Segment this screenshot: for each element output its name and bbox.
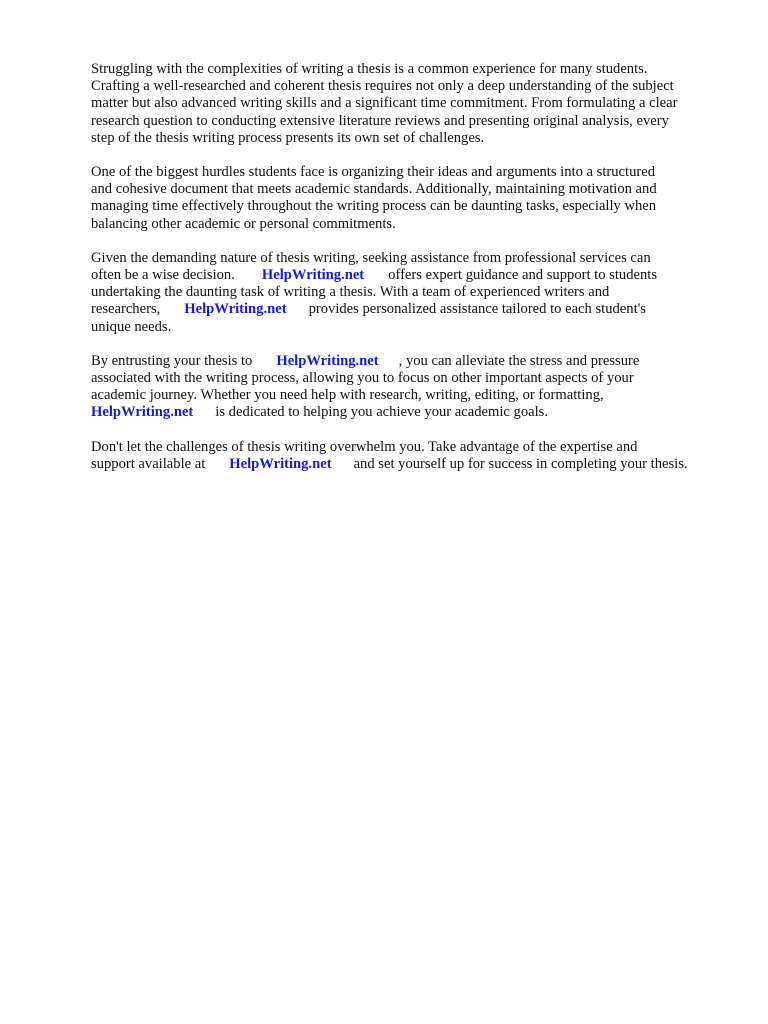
helpwriting-link[interactable]: HelpWriting.net — [261, 267, 365, 284]
text-line: One of the biggest hurdles students face is organizing their ideas and arguments into a structured — [91, 164, 656, 181]
text-segment: By entrusting your thesis to — [91, 352, 253, 369]
paragraph-2 — [91, 164, 731, 233]
text-segment: support available at — [91, 455, 206, 472]
document-page — [91, 61, 731, 490]
text-line: step of the thesis writing process presents its own set of challenges. — [91, 129, 485, 146]
text-line: matter but also advanced writing skills and a significant time commitment. From formulating a clear — [91, 95, 678, 112]
text-segment: often be a wise decision. — [91, 267, 235, 284]
text-line: Struggling with the complexities of writing a thesis is a common experience for many students. — [91, 61, 648, 77]
text-line: research question to conducting extensive literature reviews and presenting original analysis, every — [91, 112, 669, 129]
text-segment: provides personalized assistance tailored to each student's — [308, 301, 646, 318]
text-line: balancing other academic or personal commitments. — [91, 215, 396, 232]
text-segment: offers expert guidance and support to students — [388, 267, 658, 284]
text-line — [91, 456, 731, 473]
helpwriting-link[interactable]: HelpWriting.net — [91, 404, 194, 421]
paragraph-5 — [91, 439, 731, 473]
text-line: managing time effectively throughout the writing process can be daunting tasks, especially when — [91, 198, 657, 215]
text-line — [91, 404, 731, 421]
paragraph-4 — [91, 353, 731, 422]
text-line: and cohesive document that meets academic standards. Additionally, maintaining motivation and — [91, 181, 657, 198]
text-line — [91, 267, 731, 284]
text-segment: is dedicated to helping you achieve your academic goals. — [215, 404, 548, 421]
helpwriting-link[interactable]: HelpWriting.net — [184, 301, 287, 318]
text-segment: , you can alleviate the stress and pressure — [398, 352, 640, 369]
text-line — [91, 301, 731, 318]
paragraph-3 — [91, 250, 731, 336]
text-line: Crafting a well-researched and coherent thesis requires not only a deep understanding of the subject — [91, 78, 674, 95]
text-line — [91, 353, 731, 370]
helpwriting-link[interactable]: HelpWriting.net — [229, 455, 332, 472]
text-line: unique needs. — [91, 318, 172, 335]
text-segment: and set yourself up for success in completing your thesis. — [353, 455, 688, 472]
helpwriting-link[interactable]: HelpWriting.net — [276, 352, 379, 369]
text-line: academic journey. Whether you need help with research, writing, editing, or formatting, — [91, 387, 604, 404]
text-line: Don't let the challenges of thesis writing overwhelm you. Take advantage of the expertise and — [91, 438, 638, 455]
text-line: Given the demanding nature of thesis writing, seeking assistance from professional services can — [91, 249, 651, 266]
text-segment: researchers, — [91, 301, 161, 318]
text-line: undertaking the daunting task of writing a thesis. With a team of experienced writers and — [91, 284, 610, 301]
paragraph-1 — [91, 61, 731, 147]
text-line: associated with the writing process, allowing you to focus on other important aspects of your — [91, 370, 634, 387]
